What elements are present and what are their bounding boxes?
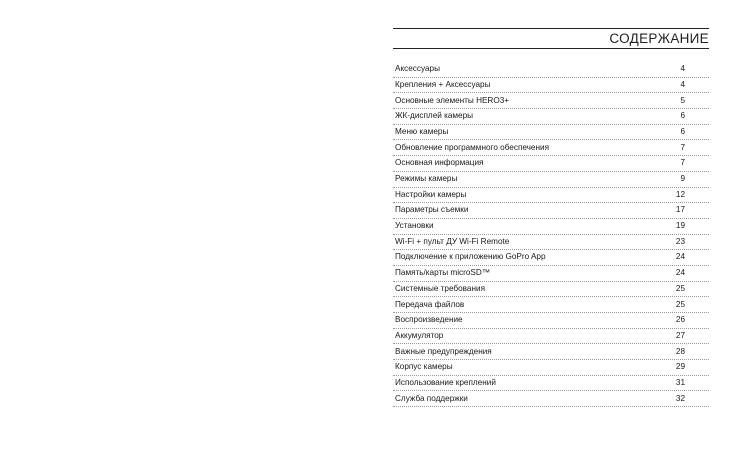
toc-entry[interactable] xyxy=(393,391,709,407)
toc-entry-label: ЖК-дисплей камеры xyxy=(395,111,474,121)
toc-entry-label: Системные требования xyxy=(395,283,486,293)
toc-entry[interactable] xyxy=(393,93,709,109)
toc-entry-page-number: 4 xyxy=(680,79,685,89)
toc-entry-page-number: 7 xyxy=(680,142,685,152)
toc-entry[interactable] xyxy=(393,313,709,329)
toc-entry-label: Параметры съемки xyxy=(395,205,469,215)
toc-entry-page-number: 29 xyxy=(675,362,685,372)
toc-entry-label: Основная информация xyxy=(395,158,484,168)
toc-entry-page-number: 32 xyxy=(675,393,685,403)
toc-entry[interactable] xyxy=(393,250,709,266)
toc-list xyxy=(393,62,709,407)
toc-entry-label: Воспроизведение xyxy=(395,315,463,325)
toc-entry-page-number: 24 xyxy=(675,252,685,262)
toc-entry-label: Служба поддержки xyxy=(395,393,468,403)
toc-entry-label: Настройки камеры xyxy=(395,189,467,199)
toc-entry-page-number: 7 xyxy=(680,158,685,168)
table-of-contents xyxy=(393,28,709,407)
toc-entry-page-number: 31 xyxy=(675,377,685,387)
toc-entry[interactable] xyxy=(393,219,709,235)
toc-entry-label: Память/карты microSD™ xyxy=(395,268,490,278)
top-rule xyxy=(393,28,709,29)
toc-entry[interactable] xyxy=(393,140,709,156)
title-rule xyxy=(393,48,709,49)
toc-entry-page-number: 17 xyxy=(675,205,685,215)
toc-entry[interactable] xyxy=(393,344,709,360)
toc-entry[interactable] xyxy=(393,203,709,219)
toc-entry[interactable] xyxy=(393,329,709,345)
toc-entry-page-number: 24 xyxy=(675,268,685,278)
toc-entry[interactable] xyxy=(393,266,709,282)
toc-entry-label: Аксессуары xyxy=(395,64,440,74)
toc-entry-page-number: 23 xyxy=(675,236,685,246)
toc-entry-label: Аккумулятор xyxy=(395,330,444,340)
toc-entry-label: Использование креплений xyxy=(395,377,496,387)
toc-entry-label: Режимы камеры xyxy=(395,174,458,183)
toc-entry[interactable] xyxy=(393,360,709,376)
toc-entry-page-number: 12 xyxy=(675,189,685,199)
toc-entry-label: Крепления + Аксессуары xyxy=(395,79,491,89)
toc-entry[interactable] xyxy=(393,109,709,125)
toc-entry-page-number: 4 xyxy=(680,64,685,74)
toc-entry-label: Установки xyxy=(395,221,434,231)
toc-entry[interactable] xyxy=(393,78,709,94)
toc-entry[interactable] xyxy=(393,235,709,251)
toc-entry[interactable] xyxy=(393,188,709,204)
toc-entry-label: Подключение к приложению GoPro App xyxy=(395,252,546,262)
toc-entry-page-number: 25 xyxy=(675,299,685,309)
toc-entry-page-number: 5 xyxy=(680,95,685,105)
toc-entry-label: Корпус камеры xyxy=(395,362,453,372)
toc-entry[interactable] xyxy=(393,62,709,78)
toc-entry-label: Обновление программного обеспечения xyxy=(395,142,550,152)
toc-entry[interactable] xyxy=(393,172,709,188)
toc-entry-label: Важные предупреждения xyxy=(395,346,492,356)
toc-entry[interactable] xyxy=(393,297,709,313)
toc-entry[interactable] xyxy=(393,376,709,392)
toc-entry-page-number: 28 xyxy=(675,346,685,356)
toc-entry-page-number: 25 xyxy=(675,283,685,293)
toc-entry-page-number: 26 xyxy=(675,315,685,325)
toc-entry-page-number: 6 xyxy=(680,126,685,136)
toc-entry-page-number: 9 xyxy=(680,174,685,183)
toc-entry-page-number: 19 xyxy=(675,221,685,231)
toc-entry[interactable] xyxy=(393,125,709,141)
toc-entry-label: Основные элементы HERO3+ xyxy=(395,95,510,105)
toc-entry-page-number: 27 xyxy=(675,330,685,340)
toc-entry[interactable] xyxy=(393,282,709,298)
toc-entry-label: Wi-Fi + пульт ДУ Wi-Fi Remote xyxy=(395,236,510,246)
toc-title: СОДЕРЖАНИЕ xyxy=(609,31,709,46)
toc-entry-page-number: 6 xyxy=(680,111,685,121)
toc-entry-label: Меню камеры xyxy=(395,126,449,136)
toc-entry[interactable] xyxy=(393,156,709,172)
toc-entry-label: Передача файлов xyxy=(395,299,465,309)
